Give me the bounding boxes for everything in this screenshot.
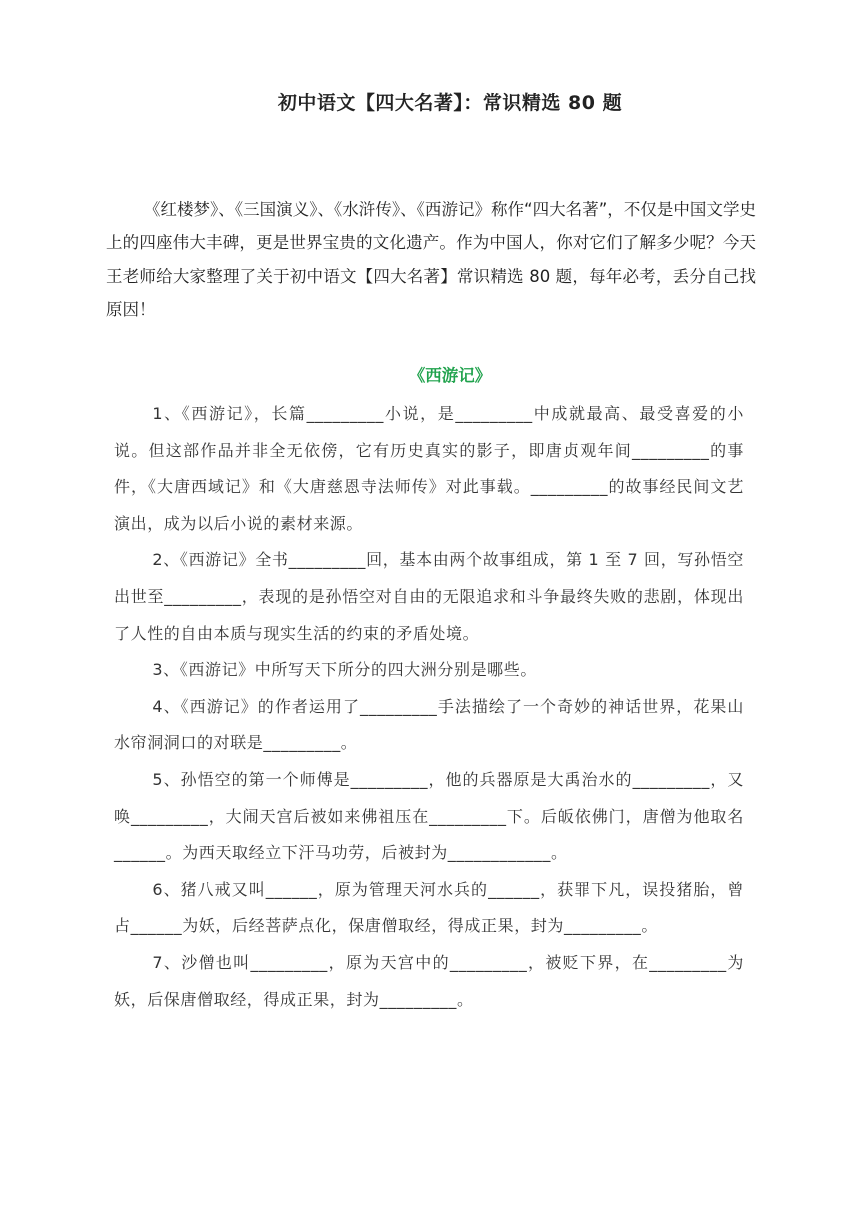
question-item: 4、《西游记》的作者运用了_________手法描绘了一个奇妙的神话世界，花果山水帘洞洞口的对联是_________。: [114, 696, 744, 753]
question-item: 2、《西游记》全书_________回，基本由两个故事组成，第 1 至 7 回，写孙悟空出世至_________，表现的是孙悟空对自由的无限追求和斗争最终失败的悲剧，体现出了人性的自由本质与现实生活的约束的矛盾处境。: [114, 550, 744, 643]
document-title: 初中语文【四大名著】：常识精选 80 题: [277, 92, 623, 114]
question-item: 5、孙悟空的第一个师傅是_________，他的兵器原是大禹治水的_________，又唤_________，大闹天宫后被如来佛祖压在_________下。后皈依佛门，唐僧为他取名______。为西天取经立下汗马功劳，后被封为____________。: [114, 769, 744, 863]
intro-paragraph: 《红楼梦》、《三国演义》、《水浒传》、《西游记》称作“四大名著”，不仅是中国文学史上的四座伟大丰碑，更是世界宝贵的文化遗产。作为中国人，你对它们了解多少呢？今天王老师给大家整理了关于初中语文【四大名著】常识精选 80 题，每年必考，丢分自己找原因！: [106, 199, 756, 319]
question-item: 1、《西游记》，长篇_________小说，是_________中成就最高、最受喜爱的小说。但这部作品并非全无依傍，它有历史真实的影子，即唐贞观年间_________的事件，《大唐西域记》和《大唐慈恩寺法师传》对此事载。_________的故事经民间文艺演出，成为以后小说的素材来源。: [114, 404, 744, 533]
section-title-xiyouji: 《西游记》: [408, 366, 492, 385]
question-item: 6、猪八戒又叫______，原为管理天河水兵的______，获罪下凡，误投猪胎，曾占______为妖，后经菩萨点化，保唐僧取经，得成正果，封为_________。: [114, 879, 744, 936]
question-item: 3、《西游记》中所写天下所分的四大洲分别是哪些。: [152, 660, 537, 680]
question-item: 7、沙僧也叫_________，原为天宫中的_________，被贬下界，在_________为妖，后保唐僧取经，得成正果，封为_________。: [114, 952, 744, 1009]
question-list: [114, 396, 744, 1018]
